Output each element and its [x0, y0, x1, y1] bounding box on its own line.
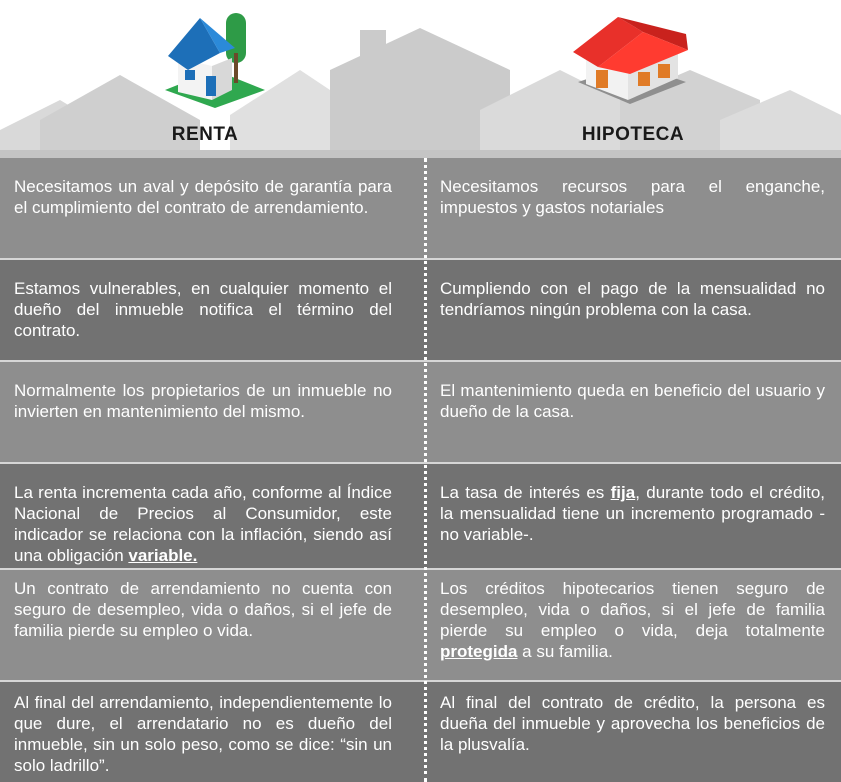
hipoteca-cell	[420, 464, 841, 568]
house-blue-roof-icon	[160, 8, 270, 108]
hipoteca-cell: Cumpliendo con el pago de la mensualidad no tendríamos ningún problema con la casa.	[440, 279, 825, 319]
fija-emphasis: fija	[610, 483, 636, 502]
renta-cell: Al final del arrendamiento, independientemente lo que dure, el arrendatario no es dueño del inmueble, sin un solo peso, como se dice: “sin un solo ladrillo”.	[14, 693, 392, 775]
renta-cell: Necesitamos un aval y depósito de garantía para el cumplimiento del contrato de arrendamiento.	[14, 177, 392, 217]
hipoteca-text: Los créditos hipotecarios tienen seguro de desempleo, vida o daños, si el jefe de familia pierde su empleo o vida, deja totalmente	[440, 579, 825, 640]
hipoteca-title: HIPOTECA	[581, 124, 685, 145]
comparison-row	[0, 568, 841, 680]
comparison-table	[0, 158, 841, 782]
renta-cell: Un contrato de arrendamiento no cuenta con seguro de desempleo, vida o daños, si el jefe de familia pierde su empleo o vida.	[14, 579, 392, 640]
hipoteca-cell: El mantenimiento queda en beneficio del usuario y dueño de la casa.	[440, 381, 825, 421]
header	[0, 0, 841, 158]
hipoteca-cell	[420, 570, 841, 680]
hipoteca-text-end: a su familia.	[517, 642, 613, 661]
hipoteca-cell: Al final del contrato de crédito, la persona es dueña del inmueble y aprovecha los beneficios de la plusvalía.	[440, 693, 825, 754]
renta-cell: Normalmente los propietarios de un inmueble no invierten en mantenimiento del mismo.	[14, 381, 392, 421]
house-red-roof-icon	[568, 12, 693, 107]
renta-title: RENTA	[171, 124, 239, 145]
comparison-row	[0, 360, 841, 462]
renta-cell	[0, 464, 420, 568]
hipoteca-text: La tasa de interés es	[440, 483, 611, 502]
comparison-row	[0, 462, 841, 568]
hipoteca-cell: Necesitamos recursos para el enganche, impuestos y gastos notariales	[440, 177, 825, 217]
renta-text: La renta incrementa cada año, conforme al Índice Nacional de Precios al Consumidor, este indicador se relaciona con la inflación, siendo así una obligación	[14, 483, 392, 565]
comparison-row	[0, 258, 841, 360]
comparison-row	[0, 158, 841, 258]
comparison-row	[0, 680, 841, 782]
column-divider	[424, 158, 427, 782]
renta-cell: Estamos vulnerables, en cualquier momento el dueño del inmueble notifica el término del contrato.	[14, 279, 392, 340]
protegida-emphasis: protegida	[440, 642, 518, 661]
variable-emphasis: variable.	[128, 546, 198, 565]
hipoteca-text-end: , durante todo el crédito, la mensualidad tiene un incremento programado -no variable-.	[440, 483, 826, 544]
